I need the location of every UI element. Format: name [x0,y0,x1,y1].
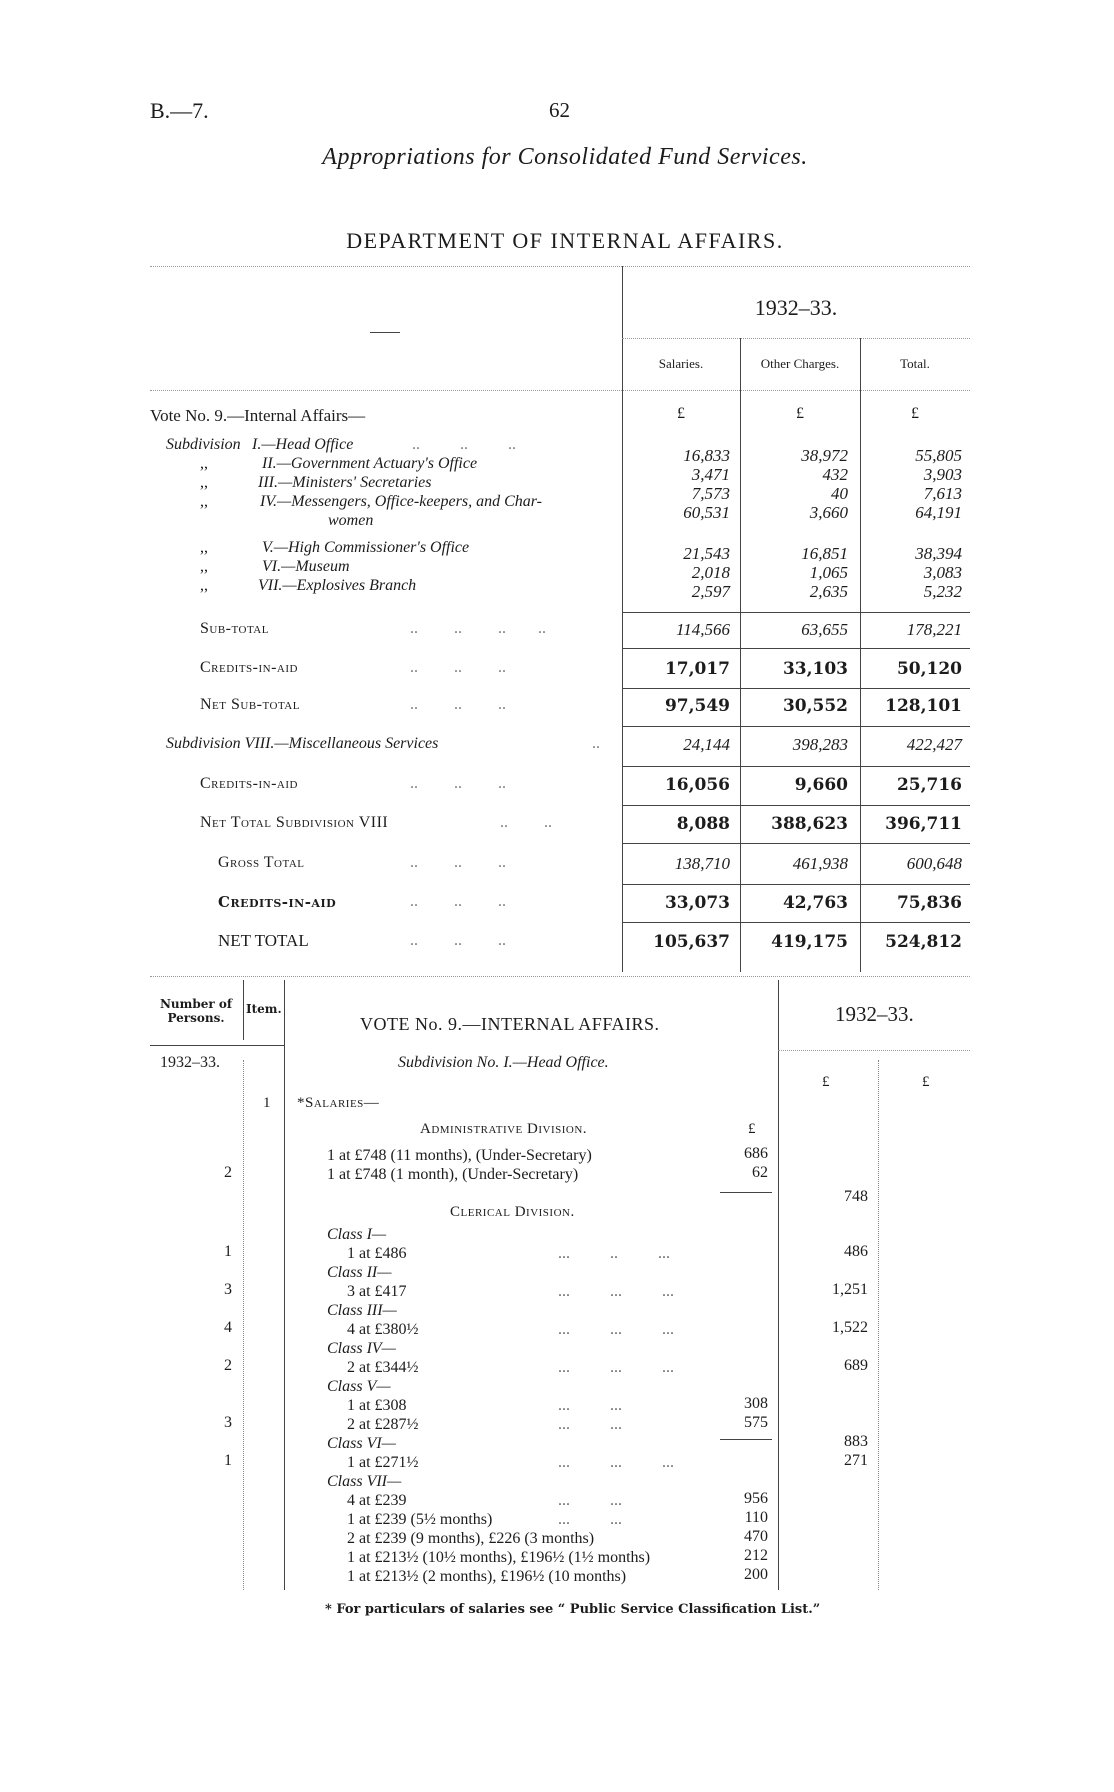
salary-line: 1 at £486 [347,1245,407,1262]
salary-line: 3 at £417 [347,1283,407,1300]
leader-dots: ... ... [558,1511,622,1528]
cell-total: 64,191 [915,503,962,522]
page-ref: B.—7. [150,98,209,123]
leader-dots: .. .. .. [410,775,506,792]
cell-salaries: 7,573 [691,484,730,503]
rule [778,1050,970,1051]
rule [370,332,400,333]
cell-other: 42,763 [782,893,848,913]
cell-salaries: 16,056 [664,775,730,795]
inner-amount: 212 [744,1547,768,1564]
leader-dots: .. .. .. [410,932,506,949]
rule [150,390,970,391]
cell-salaries: 33,073 [664,893,730,913]
cell-total: 75,836 [896,893,962,913]
leader-dots: .. .. .. .. [410,620,546,637]
inner-amount: 308 [744,1395,768,1412]
inner-amount: 686 [744,1145,768,1162]
class-heading: Class VI— [327,1435,396,1452]
subdivision-label: VII.—Explosives Branch [258,577,417,594]
clerical-division-heading: Clerical Division. [450,1204,575,1220]
rule [740,338,741,972]
leader-dots: ... ... [558,1416,622,1433]
cell-other: 388,623 [771,814,848,834]
rule [243,1060,244,1590]
col1-amount: 1,522 [832,1319,868,1336]
currency-other: £ [796,405,804,422]
detail-year: 1932–33. [835,1002,914,1026]
vote-title: Vote No. 9.—Internal Affairs— [150,406,366,425]
col1-amount: 486 [844,1243,868,1260]
currency-inner: £ [748,1121,756,1137]
rule [622,843,970,844]
cell-other: 33,103 [782,659,848,679]
leader-dots: ... ... ... [558,1321,674,1338]
column-header-salaries: Salaries. [658,356,704,371]
column-header-persons: Number of Persons. [159,997,233,1025]
column-header-other-charges: Other Charges. [760,356,840,371]
rule [150,1045,284,1046]
class-heading: Class I— [327,1226,387,1243]
leader-dots: .. .. .. [410,893,506,910]
currency-salaries: £ [677,405,685,422]
cell-salaries: 24,144 [683,735,730,754]
cell-salaries: 138,710 [674,854,730,873]
rule [243,980,244,1040]
salary-line: 1 at £271½ [347,1454,419,1471]
cell-salaries: 2,597 [691,582,730,601]
cell-total: 50,120 [896,659,962,679]
currency-total: £ [911,405,919,422]
cell-total: 55,805 [915,446,962,465]
leader-dots: ... ... ... [558,1454,674,1471]
persons-count: 4 [224,1319,232,1336]
cell-salaries: 21,543 [683,544,730,563]
inner-amount: 200 [744,1566,768,1583]
cell-other: 40 [831,484,848,503]
leader-dots: .. .. .. [410,854,506,871]
rule [150,266,970,267]
leader-dots: ... ... ... [558,1359,674,1376]
salary-line: 1 at £213½ (10½ months), £196½ (1½ months) [347,1549,651,1566]
cell-total: 38,394 [915,544,962,563]
rule [778,980,779,1590]
column-header-total: Total. [900,356,930,371]
cell-salaries: 114,566 [676,620,730,639]
salary-line: 4 at £380½ [347,1321,419,1338]
salary-line: 1 at £748 (11 months), (Under-Secretary) [327,1147,592,1164]
persons-count: 3 [224,1414,232,1431]
rule [284,980,285,1590]
cell-salaries: 17,017 [664,659,730,679]
total-row-label: Credits-in-aid [218,893,337,911]
total-row-label: Net Total Subdivision VIII [200,814,389,831]
cell-salaries: 8,088 [676,814,730,834]
subdivision-label: I.—Head Office [252,436,354,453]
total-row-label: Credits-in-aid [200,659,298,676]
persons-count: 1 [224,1452,232,1469]
cell-total: 600,648 [906,854,962,873]
currency-col2: £ [922,1074,930,1090]
cell-other: 9,660 [794,775,848,795]
subdivision-label: V.—High Commissioner's Office [262,539,470,556]
leader-dots: .. .. .. [410,659,506,676]
salary-line: 1 at £748 (1 month), (Under-Secretary) [327,1166,579,1183]
department-title: DEPARTMENT OF INTERNAL AFFAIRS. [346,228,784,253]
cell-other: 1,065 [809,563,848,582]
cell-total: 396,711 [885,814,962,834]
subdivision-prefix: Subdivision [166,436,241,453]
class-heading: Class VII— [327,1473,402,1490]
page-heading: Appropriations for Consolidated Fund Services. [322,144,808,170]
cell-other: 38,972 [801,446,848,465]
rule [720,1439,772,1440]
cell-other: 419,175 [771,932,848,952]
subdivision-label-continued: women [328,512,374,529]
salary-line: 2 at £287½ [347,1416,419,1433]
rule [622,805,970,806]
inner-amount: 470 [744,1528,768,1545]
currency-col1: £ [822,1074,830,1090]
cell-salaries: 2,018 [691,563,730,582]
subdivision-prefix: ,, [200,539,208,556]
cell-total: 3,903 [923,465,962,484]
section-divider [150,976,970,977]
leader-dots: .. .. [500,814,552,831]
cell-salaries: 60,531 [683,503,730,522]
leader-dots: .. .. .. [412,436,516,453]
rule [878,1060,879,1590]
total-row-label: NET TOTAL [218,931,309,950]
cell-other: 461,938 [792,854,848,873]
summary-year: 1932–33. [754,295,838,320]
leader-dots: .. .. .. [410,696,506,713]
col1-amount: 883 [844,1433,868,1450]
leader-dots: .. [592,735,600,752]
col1-amount: 1,251 [832,1281,868,1298]
footnote: * For particulars of salaries see “ Public Service Classification List.” [325,1602,821,1617]
rule [622,766,970,767]
leader-dots: ... ... ... [558,1283,674,1300]
subdivision-prefix: ,, [200,455,208,472]
leader-dots: ... ... [558,1492,622,1509]
salary-line: 1 at £213½ (2 months), £196½ (10 months) [347,1568,627,1585]
detail-title: VOTE No. 9.—INTERNAL AFFAIRS. [360,1014,660,1034]
col1-amount: 689 [844,1357,868,1374]
column-header-item: Item. [246,1002,282,1016]
rule [622,338,970,339]
subdivision-label: IV.—Messengers, Office-keepers, and Char- [260,493,542,510]
salary-line: 1 at £239 (5½ months) [347,1511,493,1528]
rule [622,726,970,727]
rule [720,1192,772,1193]
inner-amount: 62 [752,1164,768,1181]
leader-dots: ... .. ... [558,1245,670,1262]
cell-other: 432 [822,465,848,484]
total-row-label: Subdivision VIII.—Miscellaneous Services [166,735,439,752]
persons-count: 2 [224,1357,232,1374]
cell-salaries: 3,471 [691,465,730,484]
rule [622,688,970,689]
salary-line: 2 at £239 (9 months), £226 (3 months) [347,1530,595,1547]
cell-salaries: 105,637 [653,932,730,952]
class-heading: Class III— [327,1302,397,1319]
rule [622,884,970,885]
cell-other: 3,660 [809,503,848,522]
cell-total: 3,083 [923,563,962,582]
subdivision-prefix: ,, [200,558,208,575]
subdivision-label: III.—Ministers' Secretaries [258,474,432,491]
detail-subtitle: Subdivision No. I.—Head Office. [398,1054,609,1071]
class-heading: Class IV— [327,1340,396,1357]
rule [622,922,970,923]
salaries-heading: *Salaries— [297,1095,380,1111]
rule [622,648,970,649]
cell-total: 5,232 [923,582,962,601]
total-row-label: Net Sub-total [200,696,300,713]
col1-amount: 748 [844,1188,868,1205]
persons-count: 3 [224,1281,232,1298]
cell-total: 7,613 [923,484,962,503]
salary-line: 2 at £344½ [347,1359,419,1376]
item-number: 1 [263,1095,271,1111]
admin-division-heading: Administrative Division. [420,1121,588,1137]
persons-count: 1 [224,1243,232,1260]
salary-line: 4 at £239 [347,1492,407,1509]
total-row-label: Credits-in-aid [200,775,298,792]
total-row-label: Gross Total [218,854,305,871]
cell-total: 524,812 [885,932,962,952]
subdivision-label: II.—Government Actuary's Office [262,455,478,472]
cell-other: 398,283 [792,735,848,754]
persons-count: 2 [224,1164,232,1181]
cell-total: 128,101 [885,696,962,716]
cell-total: 25,716 [896,775,962,795]
subdivision-label: VI.—Museum [262,558,350,575]
inner-amount: 110 [744,1509,768,1526]
page-number: 62 [549,98,570,122]
cell-other: 63,655 [801,620,848,639]
inner-amount: 956 [744,1490,768,1507]
cell-other: 30,552 [782,696,848,716]
salary-line: 1 at £308 [347,1397,407,1414]
subdivision-prefix: ,, [200,474,208,491]
rule [860,338,861,972]
cell-total: 422,427 [906,735,962,754]
subdivision-prefix: ,, [200,577,208,594]
col1-amount: 271 [844,1452,868,1469]
persons-year: 1932–33. [160,1054,220,1071]
inner-amount: 575 [744,1414,768,1431]
cell-salaries: 16,833 [683,446,730,465]
subdivision-prefix: ,, [200,493,208,510]
rule [622,612,970,613]
class-heading: Class II— [327,1264,392,1281]
cell-other: 16,851 [801,544,848,563]
leader-dots: ... ... [558,1397,622,1414]
total-row-label: Sub-total [200,620,269,637]
cell-total: 178,221 [906,620,962,639]
cell-salaries: 97,549 [664,696,730,716]
class-heading: Class V— [327,1378,391,1395]
cell-other: 2,635 [809,582,848,601]
